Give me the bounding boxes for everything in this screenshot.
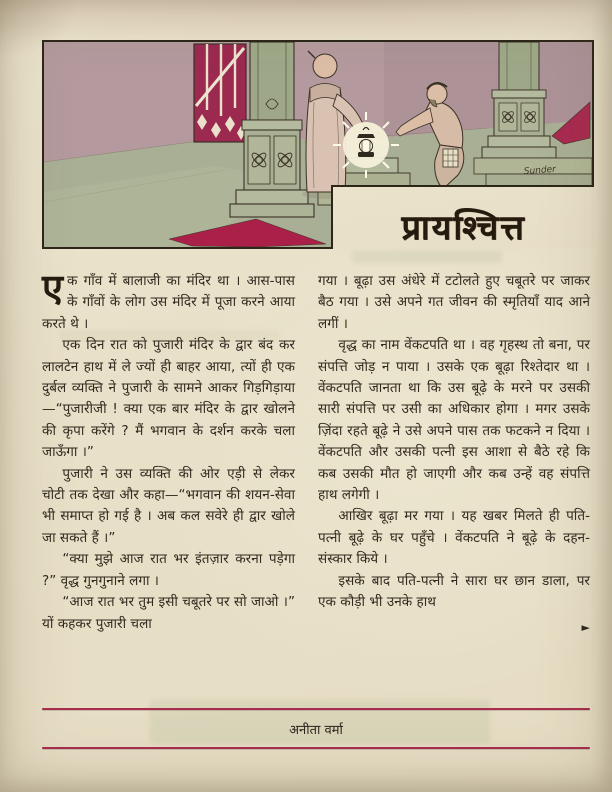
paragraph [42, 266, 295, 335]
story-illustration [42, 40, 594, 249]
lead-text: क गाँव में बालाजी का मंदिर था । आस-पास के गाँवों के लोग उस मंदिर में पूजा करने आया करते थे । [42, 273, 295, 332]
checkered-pouch [443, 149, 458, 167]
paragraph: “आज रात भर तुम इसी चबूतरे पर सो जाओ ।” यों कहकर पुजारी चला [42, 594, 295, 632]
bleedthrough-mark [352, 250, 502, 263]
divider-rule-bottom [42, 747, 590, 749]
paragraph: “क्या मुझे आज रात भर इंतज़ार करना पड़ेगा ?” वृद्ध गुनगुनाने लगा । [42, 551, 295, 589]
continued-marker: ► [581, 620, 590, 634]
paragraph: एक दिन रात को पुजारी मंदिर के द्वार बंद कर लालटेन हाथ में ले ज्यों ही बाहर आया, त्यों ही एक दुर्बल व्यक्ति ने पुजारी के सामने आकर गिड़गिड़ाया—“पुजारीजी ! क्या एक बार मंदिर के द्वार खोलने की कृपा करेंगे ? मैं भगवान के दर्शन करके चला जाऊँगा ।” [42, 337, 295, 461]
right-column [318, 271, 590, 635]
paragraph: वृद्ध का नाम वेंकटपति था । वह गृहस्थ तो बना, पर संपत्ति जोड़ न पाया । उसके एक बूढ़ा रिश्तेदार था । वेंकटपति जानता था कि उस बूढ़े के मरने पर उसकी सारी संपत्ति पर उसी का अधिकार होगा । मगर उसके ज़िंदा रहते बूढ़े ने उसे अपने पास तक फटकने न दिया । वेंकटपति और उसकी पत्नी इस आशा से बैठे रहे कि कब उसकी मौत हो जाएगी और कब उन्हें वह संपत्ति हाथ लगेगी । [318, 337, 590, 504]
paragraph: पुजारी ने उस व्यक्ति की ओर एड़ी से लेकर चोटी तक देखा और कहा—“भगवान की शयन-सेवा भी समाप्त हो गई है । अब कल सवेरे ही द्वार खोले जा सकते हैं ।” [42, 465, 295, 546]
paragraph: आखिर बूढ़ा मर गया । यह खबर मिलते ही पति-पत्नी बूढ़े के घर पहुँचे । वेंकटपति ने बूढ़े के दहन-संस्कार किये । [318, 508, 590, 568]
author-name: अनीता वर्मा [289, 723, 343, 738]
author-footer [42, 708, 590, 749]
paragraph: इसके बाद पति-पत्नी ने सारा घर छान डाला, पर एक कौड़ी भी उनके हाथ [318, 572, 590, 611]
left-column [42, 266, 295, 635]
story-title: प्रायश्चित्त [401, 207, 526, 248]
drop-cap: ए [42, 266, 64, 310]
barred-window [194, 44, 246, 142]
title-panel [331, 185, 594, 249]
story-text [42, 266, 590, 635]
artist-signature: Sunder [523, 164, 557, 177]
paragraph: गया । बूढ़ा उस अंधेरे में टटोलते हुए चबूतरे पर जाकर बैठ गया । उसे अपने गत जीवन की स्मृतियाँ याद आने लगीं । [318, 273, 590, 332]
